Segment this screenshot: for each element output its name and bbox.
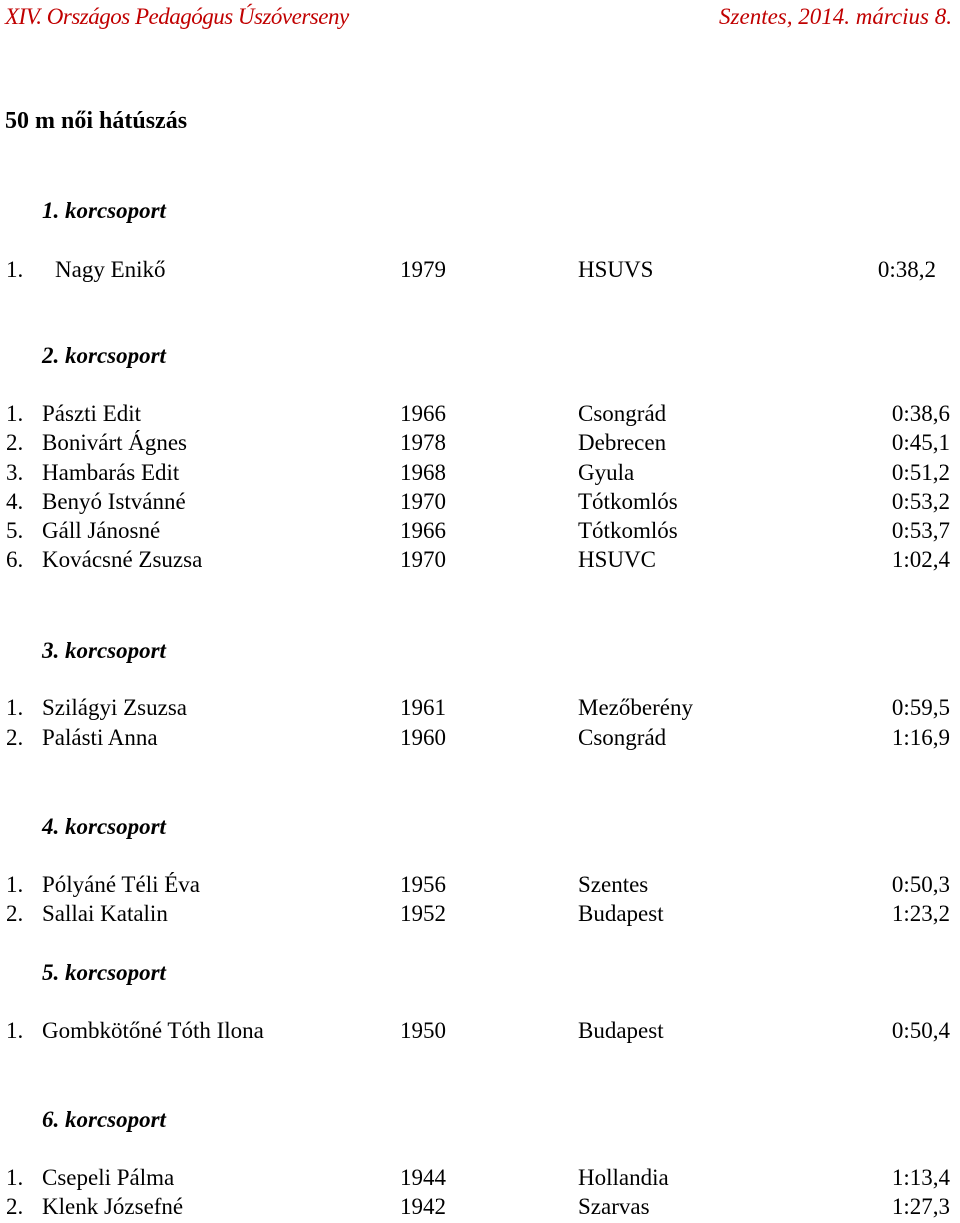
- time: 1:13,4: [891, 1165, 950, 1190]
- birth-year: 1966: [400, 518, 446, 543]
- club: Debrecen: [578, 430, 667, 455]
- rank: 2.: [6, 725, 24, 750]
- club: Tótkomlós: [578, 518, 678, 543]
- group-heading: 1. korcsoport: [42, 198, 166, 223]
- birth-year: 1956: [400, 872, 446, 897]
- swimmer-name: Szilágyi Zsuzsa: [42, 695, 187, 720]
- swimmer-name: Benyó Istvánné: [42, 489, 186, 514]
- swimmer-name: Gáll Jánosné: [42, 518, 161, 543]
- birth-year: 1970: [400, 547, 446, 572]
- result-row: [0, 1018, 960, 1047]
- result-row: [0, 1165, 960, 1194]
- swimmer-name: Bonivárt Ágnes: [42, 430, 188, 455]
- birth-year: 1960: [400, 725, 446, 750]
- header-title: XIV. Országos Pedagógus Úszóverseny: [5, 4, 349, 29]
- result-row: [0, 901, 960, 930]
- birth-year: 1978: [400, 430, 446, 455]
- club: Tótkomlós: [578, 489, 678, 514]
- rank: 3.: [6, 460, 24, 485]
- club: Gyula: [578, 460, 635, 485]
- club: Csongrád: [578, 725, 667, 750]
- rank: 1.: [6, 872, 24, 897]
- club: Budapest: [578, 1018, 664, 1043]
- group-heading: 4. korcsoport: [42, 814, 166, 839]
- swimmer-name: Pólyáné Téli Éva: [42, 872, 200, 897]
- time: 0:45,1: [891, 430, 950, 455]
- time: 1:23,2: [891, 901, 950, 926]
- swimmer-name: Nagy Enikő: [55, 257, 166, 282]
- birth-year: 1944: [400, 1165, 446, 1190]
- club: Budapest: [578, 901, 664, 926]
- rank: 2.: [6, 430, 24, 455]
- swimmer-name: Kovácsné Zsuzsa: [42, 547, 203, 572]
- club: Szarvas: [578, 1194, 650, 1219]
- rank: 1.: [6, 1165, 24, 1190]
- result-row: [0, 460, 960, 489]
- rank: 4.: [6, 489, 24, 514]
- result-row: [0, 695, 960, 724]
- club: Hollandia: [578, 1165, 669, 1190]
- swimmer-name: Hambarás Edit: [42, 460, 180, 485]
- time: 0:38,2: [877, 257, 936, 282]
- time: 1:16,9: [891, 725, 950, 750]
- swimmer-name: Gombkötőné Tóth Ilona: [42, 1018, 264, 1043]
- swimmer-name: Sallai Katalin: [42, 901, 168, 926]
- swimmer-name: Klenk Józsefné: [42, 1194, 184, 1219]
- birth-year: 1942: [400, 1194, 446, 1219]
- time: 0:51,2: [891, 460, 950, 485]
- time: 1:02,4: [891, 547, 950, 572]
- birth-year: 1979: [400, 257, 446, 282]
- time: 0:50,3: [891, 872, 950, 897]
- header-place-date: Szentes, 2014. március 8.: [719, 4, 952, 29]
- result-row: [0, 1194, 960, 1223]
- group-heading: 2. korcsoport: [42, 343, 166, 368]
- result-row: [0, 518, 960, 547]
- rank: 6.: [6, 547, 24, 572]
- rank: 1.: [6, 695, 24, 720]
- birth-year: 1950: [400, 1018, 446, 1043]
- birth-year: 1968: [400, 460, 446, 485]
- club: HSUVC: [578, 547, 656, 572]
- result-row: [0, 257, 960, 286]
- group-heading: 5. korcsoport: [42, 960, 166, 985]
- rank: 2.: [6, 901, 24, 926]
- group-heading: 3. korcsoport: [42, 638, 166, 663]
- result-row: [0, 401, 960, 430]
- club: Mezőberény: [578, 695, 693, 720]
- club: Szentes: [578, 872, 649, 897]
- club: Csongrád: [578, 401, 667, 426]
- rank: 1.: [6, 1018, 24, 1043]
- rank: 1.: [6, 257, 24, 282]
- time: 0:53,2: [891, 489, 950, 514]
- rank: 1.: [6, 401, 24, 426]
- time: 1:27,3: [891, 1194, 950, 1219]
- rank: 5.: [6, 518, 24, 543]
- birth-year: 1966: [400, 401, 446, 426]
- time: 0:38,6: [891, 401, 950, 426]
- time: 0:50,4: [891, 1018, 950, 1043]
- birth-year: 1970: [400, 489, 446, 514]
- swimmer-name: Pászti Edit: [42, 401, 142, 426]
- event-title: 50 m női hátúszás: [5, 108, 188, 134]
- birth-year: 1961: [400, 695, 446, 720]
- club: HSUVS: [578, 257, 654, 282]
- group-heading: 6. korcsoport: [42, 1107, 166, 1132]
- swimmer-name: Palásti Anna: [42, 725, 158, 750]
- time: 0:53,7: [891, 518, 950, 543]
- rank: 2.: [6, 1194, 24, 1219]
- result-row: [0, 872, 960, 901]
- result-row: [0, 547, 960, 576]
- result-row: [0, 489, 960, 518]
- time: 0:59,5: [891, 695, 950, 720]
- result-row: [0, 725, 960, 754]
- swimmer-name: Csepeli Pálma: [42, 1165, 175, 1190]
- result-row: [0, 430, 960, 459]
- birth-year: 1952: [400, 901, 446, 926]
